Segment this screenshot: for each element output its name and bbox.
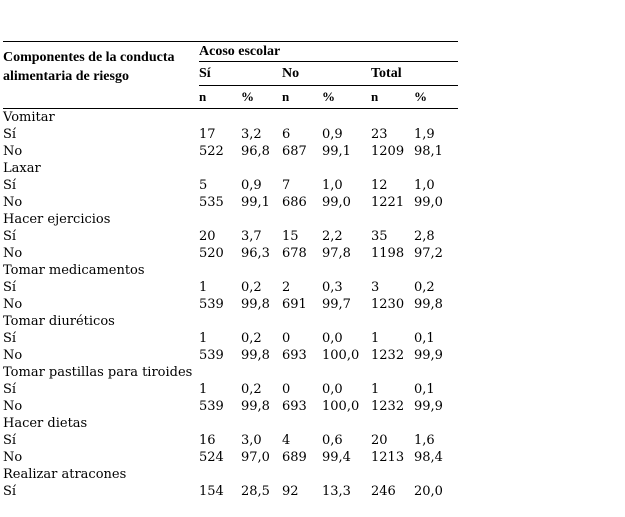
empty-cell [322, 415, 371, 432]
empty-cell [371, 364, 414, 381]
table-cell: 0,2 [241, 382, 262, 397]
table-cell: 98,1 [414, 144, 443, 159]
table-cell: 693 [282, 399, 307, 414]
empty-cell [282, 466, 322, 483]
table-cell: 0,2 [241, 280, 262, 295]
empty-cell [241, 160, 282, 177]
row-label: Sí [3, 280, 17, 295]
empty-cell [371, 262, 414, 279]
row-label: No [3, 144, 23, 159]
table-cell: 6 [282, 127, 291, 142]
section-title-row [3, 415, 458, 432]
table-cell: 0,1 [414, 331, 435, 346]
empty-cell [282, 109, 322, 127]
empty-cell [371, 160, 414, 177]
table-cell: 0,2 [414, 280, 435, 295]
row-label: Sí [3, 331, 17, 346]
table-cell: 1230 [371, 297, 405, 312]
empty-cell [322, 160, 371, 177]
section-title-row [3, 109, 458, 127]
row-label: Sí [3, 484, 17, 499]
table-cell: 539 [199, 297, 224, 312]
table-cell: 4 [282, 433, 291, 448]
empty-cell [199, 466, 241, 483]
section-title-row [3, 313, 458, 330]
table-cell: 20 [199, 229, 216, 244]
stat-header: % [322, 86, 371, 109]
eating-behavior-bullying-table [3, 41, 458, 500]
table-cell: 2,2 [322, 229, 343, 244]
table-cell: 246 [371, 484, 396, 499]
table-cell: 3,7 [241, 229, 262, 244]
table-cell: 96,8 [241, 144, 270, 159]
table-cell: 15 [282, 229, 299, 244]
section-title-row [3, 466, 458, 483]
table-cell: 7 [282, 178, 291, 193]
row-label: Sí [3, 433, 17, 448]
table-cell: 0,2 [241, 331, 262, 346]
table-row [3, 228, 458, 245]
table-cell: 99,8 [414, 297, 443, 312]
table-cell: 35 [371, 229, 388, 244]
table-cell: 1,0 [322, 178, 343, 193]
empty-cell [371, 466, 414, 483]
table-cell: 1 [199, 280, 208, 295]
table-row [3, 381, 458, 398]
empty-cell [199, 364, 241, 381]
empty-cell [414, 415, 458, 432]
section-title: Tomar pastillas para tiroides [3, 365, 193, 380]
stat-header: n [199, 86, 241, 109]
empty-cell [241, 109, 282, 127]
table-row [3, 177, 458, 194]
table-cell: 17 [199, 127, 216, 142]
table-cell: 0,0 [322, 382, 343, 397]
empty-cell [322, 211, 371, 228]
table-row [3, 398, 458, 415]
table-cell: 99,8 [241, 348, 270, 363]
empty-cell [241, 313, 282, 330]
component-column-header: Componentes de la conducta alimentaria de riesgo [3, 42, 199, 109]
empty-cell [414, 262, 458, 279]
table-cell: 28,5 [241, 484, 270, 499]
table-body [3, 109, 458, 501]
empty-cell [241, 466, 282, 483]
table-cell: 3 [371, 280, 380, 295]
empty-cell [322, 313, 371, 330]
section-title-row [3, 211, 458, 228]
table-cell: 3,2 [241, 127, 262, 142]
table-cell: 12 [371, 178, 388, 193]
table-cell: 16 [199, 433, 216, 448]
table-cell: 99,1 [241, 195, 270, 210]
row-label: No [3, 195, 23, 210]
table-cell: 23 [371, 127, 388, 142]
table-cell: 524 [199, 450, 224, 465]
table-cell: 1232 [371, 348, 405, 363]
table-cell: 522 [199, 144, 224, 159]
table-cell: 1,0 [414, 178, 435, 193]
table-cell: 97,8 [322, 246, 351, 261]
table-cell: 689 [282, 450, 307, 465]
table-cell: 0,9 [322, 127, 343, 142]
table-cell: 99,8 [241, 297, 270, 312]
table-cell: 1213 [371, 450, 405, 465]
empty-cell [371, 313, 414, 330]
row-label: Sí [3, 178, 17, 193]
table-row [3, 194, 458, 211]
row-label: Sí [3, 229, 17, 244]
empty-cell [282, 160, 322, 177]
empty-cell [282, 364, 322, 381]
row-label: No [3, 297, 23, 312]
table-cell: 678 [282, 246, 307, 261]
stat-header: n [371, 86, 414, 109]
table-row [3, 245, 458, 262]
section-title: Realizar atracones [3, 467, 127, 482]
row-label: No [3, 348, 23, 363]
stat-header: n [282, 86, 322, 109]
empty-cell [414, 466, 458, 483]
empty-cell [322, 364, 371, 381]
table-cell: 1232 [371, 399, 405, 414]
empty-cell [414, 160, 458, 177]
table-cell: 0,0 [322, 331, 343, 346]
empty-cell [241, 364, 282, 381]
table-row [3, 432, 458, 449]
empty-cell [282, 262, 322, 279]
empty-cell [322, 262, 371, 279]
table-cell: 13,3 [322, 484, 351, 499]
empty-cell [241, 211, 282, 228]
row-label: No [3, 399, 23, 414]
section-title-row [3, 364, 458, 381]
table-row [3, 483, 458, 500]
table-cell: 97,0 [241, 450, 270, 465]
row-label: Sí [3, 127, 17, 142]
table-cell: 0,6 [322, 433, 343, 448]
empty-cell [371, 109, 414, 127]
table-cell: 520 [199, 246, 224, 261]
table-cell: 97,2 [414, 246, 443, 261]
table-cell: 5 [199, 178, 208, 193]
section-title-row [3, 160, 458, 177]
subgroup-header-si: Sí [199, 62, 282, 86]
empty-cell [282, 211, 322, 228]
empty-cell [322, 109, 371, 127]
empty-cell [414, 313, 458, 330]
table-cell: 691 [282, 297, 307, 312]
empty-cell [371, 415, 414, 432]
table-cell: 99,1 [322, 144, 351, 159]
table-row [3, 347, 458, 364]
empty-cell [199, 211, 241, 228]
table-cell: 1,9 [414, 127, 435, 142]
empty-cell [371, 211, 414, 228]
table-cell: 1198 [371, 246, 405, 261]
table-cell: 99,0 [414, 195, 443, 210]
row-label: No [3, 450, 23, 465]
table-cell: 2,8 [414, 229, 435, 244]
table-cell: 99,4 [322, 450, 351, 465]
table-cell: 20,0 [414, 484, 443, 499]
table-cell: 99,0 [322, 195, 351, 210]
section-title: Hacer dietas [3, 416, 88, 431]
table-cell: 687 [282, 144, 307, 159]
table-cell: 1 [199, 331, 208, 346]
section-title: Tomar medicamentos [3, 263, 145, 278]
table-cell: 100,0 [322, 399, 360, 414]
empty-cell [241, 262, 282, 279]
table-cell: 1,6 [414, 433, 435, 448]
empty-cell [199, 415, 241, 432]
empty-cell [241, 415, 282, 432]
empty-cell [199, 262, 241, 279]
table-cell: 539 [199, 348, 224, 363]
table-row [3, 279, 458, 296]
table-cell: 99,9 [414, 399, 443, 414]
empty-cell [199, 313, 241, 330]
stat-header: % [241, 86, 282, 109]
table-cell: 154 [199, 484, 224, 499]
table-cell: 0 [282, 382, 291, 397]
table-cell: 539 [199, 399, 224, 414]
empty-cell [414, 109, 458, 127]
empty-cell [282, 313, 322, 330]
table-cell: 1221 [371, 195, 405, 210]
table-cell: 1 [371, 331, 380, 346]
section-title: Hacer ejercicios [3, 212, 111, 227]
table-cell: 99,8 [241, 399, 270, 414]
empty-cell [414, 364, 458, 381]
row-label: No [3, 246, 23, 261]
section-title-row [3, 262, 458, 279]
table-cell: 0 [282, 331, 291, 346]
empty-cell [199, 109, 241, 127]
table-row [3, 330, 458, 347]
empty-cell [414, 211, 458, 228]
row-label: Sí [3, 382, 17, 397]
table-cell: 96,3 [241, 246, 270, 261]
table-cell: 686 [282, 195, 307, 210]
table-cell: 100,0 [322, 348, 360, 363]
subgroup-header-total: Total [371, 62, 458, 86]
table-cell: 535 [199, 195, 224, 210]
stat-header: % [414, 86, 458, 109]
table-cell: 99,7 [322, 297, 351, 312]
group-header: Acoso escolar [199, 42, 458, 62]
table-cell: 1 [199, 382, 208, 397]
table-cell: 0,9 [241, 178, 262, 193]
empty-cell [322, 466, 371, 483]
section-title: Vomitar [3, 110, 55, 125]
table-cell: 1209 [371, 144, 405, 159]
table-row [3, 296, 458, 313]
table-cell: 2 [282, 280, 291, 295]
table-row [3, 126, 458, 143]
table-cell: 92 [282, 484, 299, 499]
table-cell: 99,9 [414, 348, 443, 363]
table-row [3, 143, 458, 160]
section-title: Laxar [3, 161, 41, 176]
table-row [3, 449, 458, 466]
table-cell: 98,4 [414, 450, 443, 465]
table-cell: 0,3 [322, 280, 343, 295]
subgroup-header-no: No [282, 62, 371, 86]
empty-cell [282, 415, 322, 432]
empty-cell [199, 160, 241, 177]
table-cell: 20 [371, 433, 388, 448]
table-cell: 693 [282, 348, 307, 363]
table-cell: 0,1 [414, 382, 435, 397]
section-title: Tomar diuréticos [3, 314, 115, 329]
table-cell: 1 [371, 382, 380, 397]
table-cell: 3,0 [241, 433, 262, 448]
